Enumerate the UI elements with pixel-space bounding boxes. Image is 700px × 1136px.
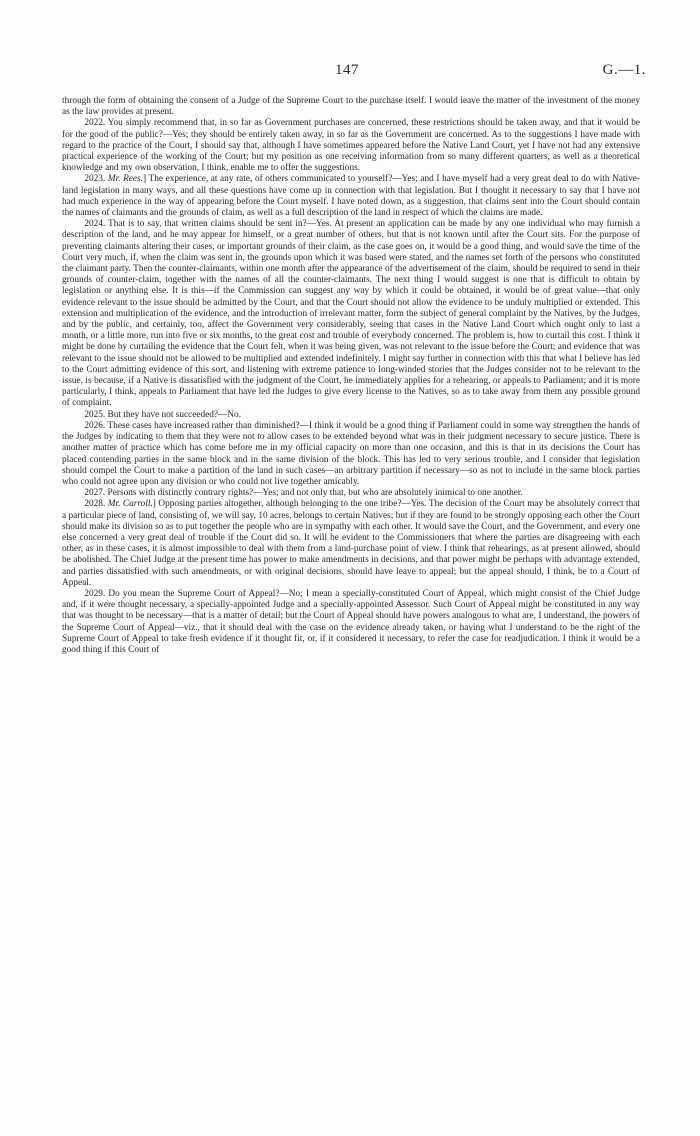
paragraph: 2029. Do you mean the Supreme Court of Appeal?—No; I mean a specially-constituted Court of Appeal, which might consist of the Chief Judge and, if it were thought necessary, a specially-appointed Judge and a specially-appointed Assessor. Such Court of Appeal might be constituted in any way that was thought to be necessary—that is a matter of detail; but the Court of Appeal should have powers analogous to what are, I understand, the powers of the Supreme Court of Appeal—viz., that it should deal with the case on the evidence already taken, or having what I understand to be the right of the Supreme Court of Appeal to take fresh evidence if it thought fit, or, if it considered it necessary, to refer the case for readjudication. I think it would be a good thing if this Court of [62, 588, 640, 655]
paragraph: through the form of obtaining the consent of a Judge of the Supreme Court to the purchase itself. I would leave the matter of the investment of the money as the law provides at present. [62, 96, 640, 118]
paragraph: 2022. You simply recommend that, in so far as Government purchases are concerned, these restrictions should be taken away, and that it would be for the good of the public?—Yes; they should be entirely taken away, in so far as the Government are concerned. As to the suggestions I have made with regard to the practice of the Court, I should say that, although I have sometimes appeared before the Native Land Court, yet I have not had any extensive practical experience of the working of the Court; but my position as one receiving information from so many different quarters, as well as a theoretical knowledge and my own observation, I think, enable me to offer the suggestions. [62, 118, 640, 174]
paragraph: 2028. Mr. Carroll.] Opposing parties altogether, although belonging to the one tribe?—Yes. The decision of the Court may be absolutely correct that a particular piece of land, consisting of, we will say, 10 acres, belongs to certain Natives; but if they are found to be strongly opposing each other the Court should make its division so as to put together the people who are in sympathy with each other. It would save the Court, and the Government, and every one else concerned a very great deal of trouble if the Court did so. It will be evident to the Commissioners that where the parties are disagreeing with each other, as in these cases, it is almost impossible to deal with them from a land-purchase point of view. I think that rehearings, as at present allowed, should be abolished. The Chief Judge at the present time has power to make amendments in decisions, and that power might be perhaps with advantage extended, and parties dissatisfied with such amendments, or with original decisions, should have leave to appeal; but the appeal should, I think, be to a Court of Appeal. [62, 499, 640, 588]
paragraph: 2023. Mr. Rees.] The experience, at any rate, of others communicated to yourself?—Yes; and I have myself had a very great deal to do with Native-land legislation in many ways, and all these questions have come up in connection with that legislation. But I thought it necessary to say that I have not had much experience in the way of appearing before the Court myself. I have noted down, as a suggestion, that claims sent into the Court should contain the names of claimants and the grounds of claim, as well as a full description of the land in respect of which the claims are made. [62, 174, 641, 219]
speaker-name: Mr. Carroll. [107, 499, 153, 510]
page-header [0, 62, 700, 84]
document-body [62, 96, 640, 656]
page-number: 147 [335, 62, 359, 78]
paragraph: 2024. That is to say, that written claims should be sent in?—Yes. At present an application can be made by any one individual who may furnish a description of the land, and he may appear for himself, or a great number of others, but that is not known until after the Court sits. For the purpose of preventing claimants altering their cases, or important grounds of their claim, as the case goes on, it would be a good thing, and would save the time of the Court very much, if, when the claim was sent in, the grounds upon which it was based were stated, and the names set forth of the persons who constituted the claimant party. Then the counter-claimants, within one month after the appearance of the advertisement of the claim, should be required to send in their grounds of counter-claim, together with the names of all the counter-claimants. The next thing I would suggest is one that is difficult to obtain by legislation or anything else. It is this—if the Commission can suggest any way by which it could be obtained, it would be of great value—that only evidence relevant to the issue should be admitted by the Court, and that the Court should not allow the evidence to be unduly multiplied or extended. This extension and multiplication of the evidence, and the introduction of irrelevant matter, form the subject of general complaint by the Natives, by the Judges, and by the public, and certainly, too, affect the Government very considerably, seeing that cases in the Native Land Court which ought only to last a month, or a little more, run into five or six months, to the great cost and trouble of everybody concerned. The problem is, how to curtail this cost. I think it might be done by curtailing the evidence that the Court felt, when it was being given, was not relevant to the issue before the Court; and evidence that was relevant to the issue should not be allowed to be multiplied and extended indefinitely. I might say further in connection with this that what I believe has led to the Court admitting evidence of this sort, and listening with extreme patience to long-winded stories that the Judges consider not to be relevant to the issue, is because, if a Native is dissatisfied with the judgment of the Court, he immediately applies for a rehearing, or appeals to Parliament; and it is more particularly, I think, appeals to Parliament that have led the Judges to give every license to the Natives, so as to take away from them any possible ground of complaint. [62, 219, 640, 409]
paragraph: 2026. These cases have increased rather than diminished?—I think it would be a good thing if Parliament could in some way strengthen the hands of the Judges by indicating to them that they were not to allow cases to be extended beyond what was in their judgment necessary to secure justice. There is another matter of practice which has come before me in my official capacity on more than one occasion, and this is that in its decisions the Court has placed contending parties in the same block and in the same division of the block. This has led to very serious trouble, and I consider that legislation should compel the Court to make a partition of the land in such cases—an arbitrary partition if necessary—so as not to include in the same block parties who could not agree upon any division or who could not live together amicably. [62, 420, 640, 487]
speaker-name: Mr. Rees. [107, 174, 143, 185]
paragraph: 2027. Persons with distinctly contrary rights?—Yes; and not only that, but who are absolutely inimical to one another. [84, 488, 523, 499]
paragraph: 2025. But they have not succeeded?—No. [84, 409, 242, 420]
document-code: G.—1. [602, 62, 646, 78]
